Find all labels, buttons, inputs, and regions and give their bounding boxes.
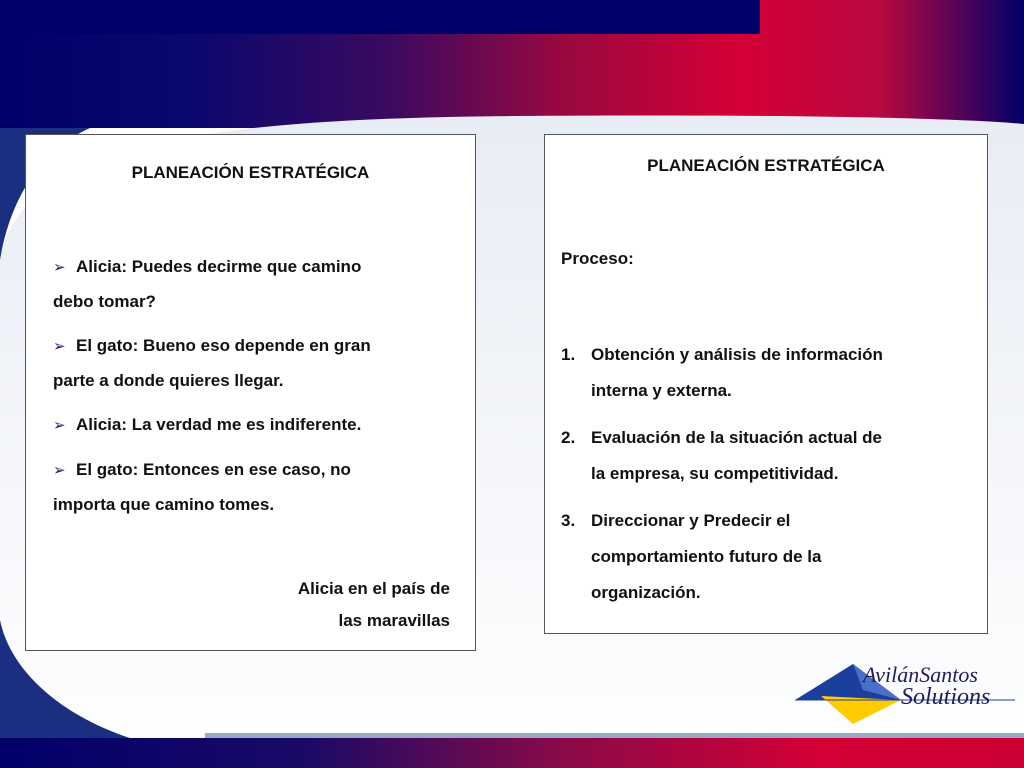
dialogue-item — [53, 408, 448, 443]
left-panel-title: PLANEACIÓN ESTRATÉGICA — [131, 163, 370, 182]
dialogue-line: Alicia: La verdad me es indiferente. — [76, 415, 362, 434]
arrow-bullet-icon: ➢ — [53, 462, 66, 479]
step-number: 1. — [561, 345, 576, 364]
quote-source-line: Alicia en el país de — [297, 579, 450, 598]
right-panel — [544, 134, 988, 634]
step-number: 2. — [561, 428, 576, 447]
step-text — [591, 503, 961, 611]
dialogue-line: importa que camino tomes. — [53, 495, 275, 514]
process-step — [561, 503, 961, 611]
dialogue-line: El gato: Entonces en ese caso, no — [76, 460, 351, 479]
left-panel — [25, 134, 476, 651]
process-step — [561, 337, 961, 409]
dialogue-item — [53, 250, 448, 319]
dialogue-line: debo tomar? — [53, 292, 156, 311]
dialogue-line: parte a donde quieres llegar. — [53, 371, 284, 390]
header-strip — [0, 0, 760, 34]
process-step — [561, 420, 961, 492]
process-label: Proceso: — [561, 249, 634, 268]
step-line: comportamiento futuro de la — [591, 547, 822, 566]
arrow-bullet-icon: ➢ — [53, 259, 66, 276]
footer-line — [205, 733, 1024, 738]
step-line: organización. — [591, 583, 701, 602]
footer-band — [0, 738, 1024, 768]
step-line: Obtención y análisis de información — [591, 345, 883, 364]
dialogue-line: El gato: Bueno eso depende en gran — [76, 336, 371, 355]
quote-source-line: las maravillas — [338, 611, 450, 630]
dialogue-item — [53, 329, 448, 398]
arrow-bullet-icon: ➢ — [53, 417, 66, 434]
right-panel-title: PLANEACIÓN ESTRATÉGICA — [647, 156, 885, 175]
step-line: Evaluación de la situación actual de — [591, 428, 882, 447]
step-text — [591, 420, 961, 492]
step-line: la empresa, su competitividad. — [591, 464, 839, 483]
dialogue-line: Alicia: Puedes decirme que camino — [76, 257, 362, 276]
logo-name: AvilánSantos — [863, 662, 978, 687]
dialogue-list — [53, 250, 448, 532]
step-text — [591, 337, 961, 409]
step-line: interna y externa. — [591, 381, 732, 400]
company-logo — [793, 660, 1018, 726]
step-number: 3. — [561, 511, 576, 530]
arrow-bullet-icon: ➢ — [53, 338, 66, 355]
logo-subname: Solutions — [901, 684, 991, 710]
dialogue-item — [53, 453, 448, 522]
quote-source — [298, 573, 450, 637]
logo-text — [863, 664, 990, 708]
process-steps — [561, 337, 961, 622]
step-line: Direccionar y Predecir el — [591, 511, 791, 530]
